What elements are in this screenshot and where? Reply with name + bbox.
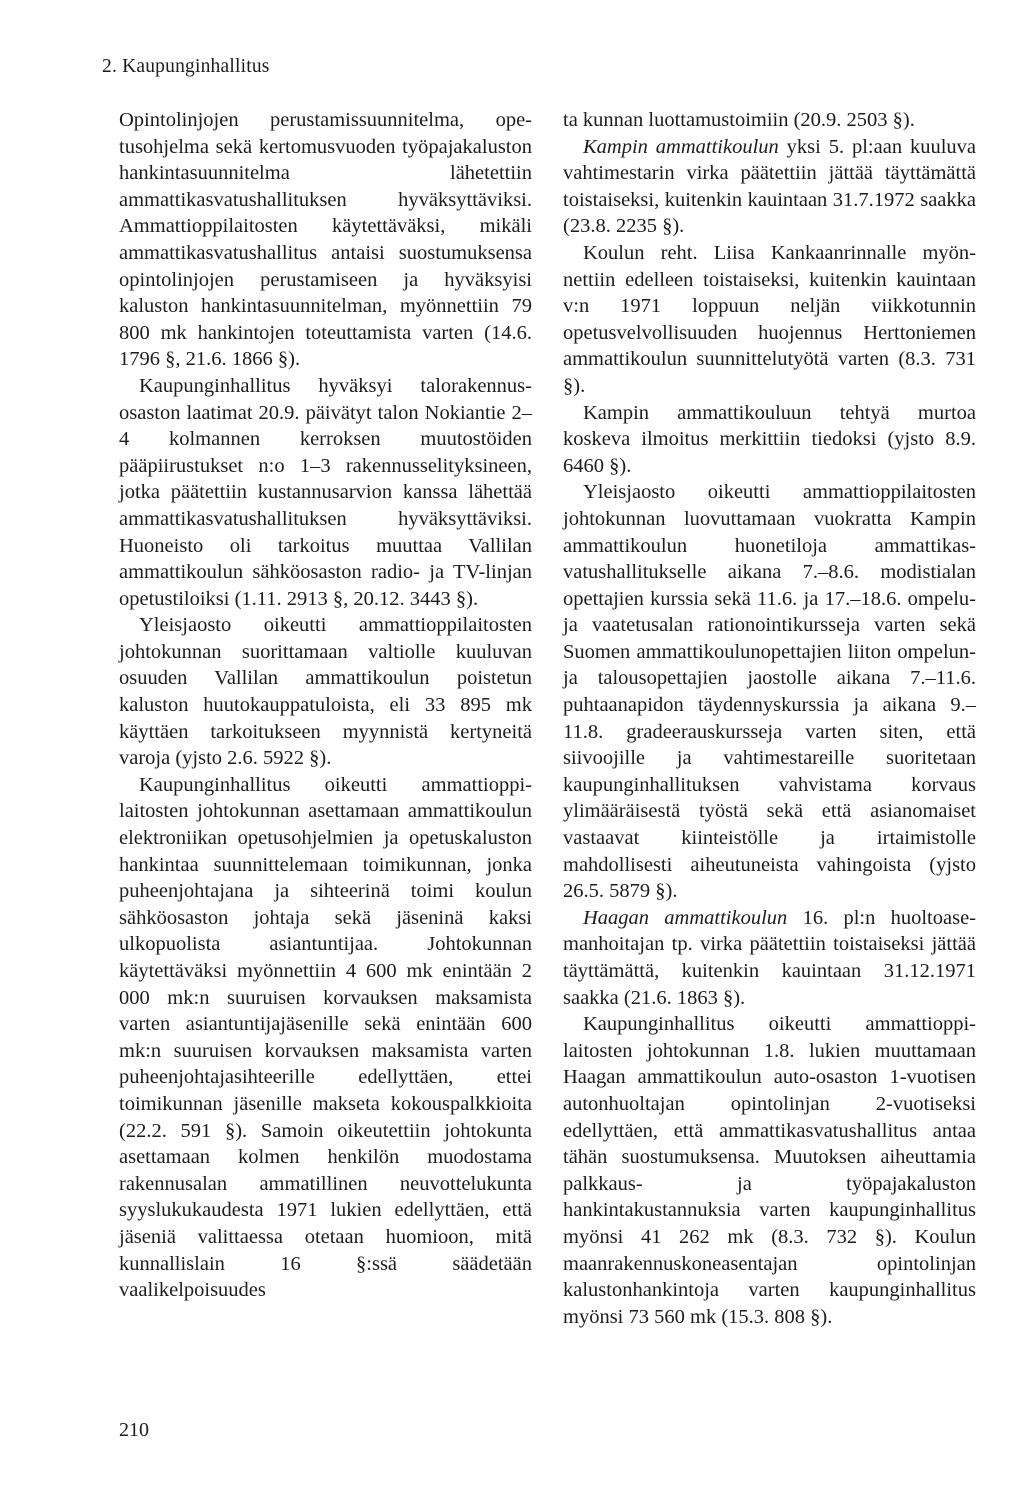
paragraph-kampin-vahtimestari-text: yksi 5. pl:aan kuuluva vahtimestarin virka päätettiin jättää täyttämättä toistaiseksi, kuitenkin kauintaan 31.7.1972 saakka (23.8. 2235 §). — [563, 135, 976, 238]
paragraph-continuation: ta kunnan luottamustoimiin (20.9. 2503 §). — [563, 109, 915, 131]
paragraph-elektroniikka: Kaupunginhallitus oikeutti ammattioppilaitosten johtokunnan asettamaan ammattikoulun elektroniikan opetusohjelmien ja opetuskaluston hankintaa suunnittelemaan toimikunnan, jonka puheenjohtajana ja sihteerinä toimi koulun sähköosaston johtaja sekä jäseninä kaksi ulkopuolista asiantuntijaa. Johtokunnan käytettäväksi myönnettiin 4 600 mk enintään 2 000 mk:n suuruisen korvauksen maksamista varten asiantuntijajäsenille sekä enintään 600 mk:n suuruisen korvauksen maksamista varten puheenjohtajasihteerille edellyttäen, ettei toimikunnan jäsenille makseta kokouspalkkioita (22.2. 591 §). Samoin oikeutettiin johtokunta asettamaan kolmen henkilön muodostama rakennusalan ammatillinen neuvottelukunta syyslukukaudesta 1971 lukien edellyttäen, että jäseniä valittaessa otetaan huomioon, mitä kunnallislain 16 §:ssä säädetään vaalikelpoisuudes — [119, 773, 532, 1302]
paragraph-rehtori: Koulun reht. Liisa Kankaanrinnalle myönnettiin edelleen toistaiseksi, kuitenkin kauintaan v:n 1971 loppuun neljän viikkotunnin opetusvelvollisuuden huojennus Herttoniemen ammattikoulun suunnittelutyötä varten (8.3. 731 §). — [563, 241, 976, 397]
paragraph-autonhuolto: Kaupunginhallitus oikeutti ammattioppilaitosten johtokunnan 1.8. lukien muuttamaan Haagan ammattikoulun auto-osaston 1-vuotisen autonhuoltajan opintolinjan 2-vuotiseksi edellyttäen, että ammattikasvatushallitus antaa tähän suostumuksensa. Muutoksen aiheuttamia palkkaus- ja työpajakaluston hankintakustannuksia varten kaupunginhallitus myönsi 41 262 mk (8.3. 732 §). Koulun maanrakennuskoneasentajan opintolinjan kalustonhankintoja varten kaupunginhallitus myönsi 73 560 mk (15.3. 808 §). — [563, 1013, 976, 1328]
paragraph-haagan-huoltoasema-text: 16. pl:n huoltoasemanhoitajan tp. virka päätettiin toistaiseksi jättää täyttämättä, kuitenkin kauintaan 31.12.1971 saakka (21.6. 1863 §). — [563, 906, 976, 1009]
running-header: 2. Kaupunginhallitus — [102, 56, 270, 77]
paragraph-haagan-huoltoasema — [563, 905, 976, 1011]
right-column — [563, 107, 976, 1330]
paragraph-kampin-vahtimestari — [563, 134, 976, 240]
school-name-kampin: Kampin ammattikoulun — [583, 135, 779, 158]
paragraph-opintolinjat: Opintolinjojen perustamissuunnitelma, opetusohjelma sekä kertomusvuoden työpajakaluston hankintasuunnitelma lähetettiin ammattikasvatushallituksen hyväksyttäviksi. Ammattioppilaitosten käytettäväksi, mikäli ammattikasvatushallitus antaisi suostumuksensa opintolinjojen perustamiseen ja hyväksyisi kaluston hankintasuunnitelman, myönnettiin 79 800 mk hankintojen toteuttamista varten (14.6. 1796 §, 21.6. 1866 §). — [119, 109, 532, 371]
paragraph-murto: Kampin ammattikouluun tehtyä murtoa koskeva ilmoitus merkittiin tiedoksi (yjsto 8.9. 6460 §). — [563, 401, 976, 477]
paragraph-huutokauppa: Yleisjaosto oikeutti ammattioppilaitosten johtokunnan suorittamaan valtiolle kuuluvan osuuden Vallilan ammattikoulun poistetun kaluston huutokauppatuloista, eli 33 895 mk käyttäen tarkoitukseen myynnistä kertyneitä varoja (yjsto 2.6. 5922 §). — [119, 614, 532, 770]
paragraph-huonetilat: Yleisjaosto oikeutti ammattioppilaitosten johtokunnan luovuttamaan vuokratta Kampin ammattikoulun huonetiloja ammattikasvatushallitukselle aikana 7.–8.6. modistialan opettajien kurssia sekä 11.6. ja 17.–18.6. ompelu- ja vaatetusalan rationointikursseja varten sekä Suomen ammattikoulunopettajien liiton ompelun- ja talousopettajien jaostolle aikana 7.–11.6. puhtaanapidon täydennyskurssia ja aikana 9.–11.8. gradeerauskursseja varten siten, että siivoojille ja vahtimestareille suoritetaan kaupunginhallituksen vahvistama korvaus ylimääräisestä työstä sekä että asianomaiset vastaavat kiinteistölle ja irtaimistolle mahdollisesti aiheutuneista vahingoista (yjsto 26.5. 5879 §). — [563, 481, 976, 903]
paragraph-nokiantie: Kaupunginhallitus hyväksyi talorakennusosaston laatimat 20.9. päivätyt talon Nokiantie 2–4 kolmannen kerroksen muutostöiden pääpiirustukset n:o 1–3 rakennusselityksineen, jotka päätettiin kustannusarvion kanssa lähettää ammattikasvatushallituksen hyväksyttäviksi. Huoneisto oli tarkoitus muuttaa Vallilan ammattikoulun sähköosaston radio- ja TV-linjan opetustiloiksi (1.11. 2913 §, 20.12. 3443 §). — [119, 374, 532, 610]
school-name-haagan: Haagan ammattikoulun — [583, 906, 788, 929]
left-column — [119, 107, 532, 1304]
page-number: 210 — [119, 1419, 149, 1441]
